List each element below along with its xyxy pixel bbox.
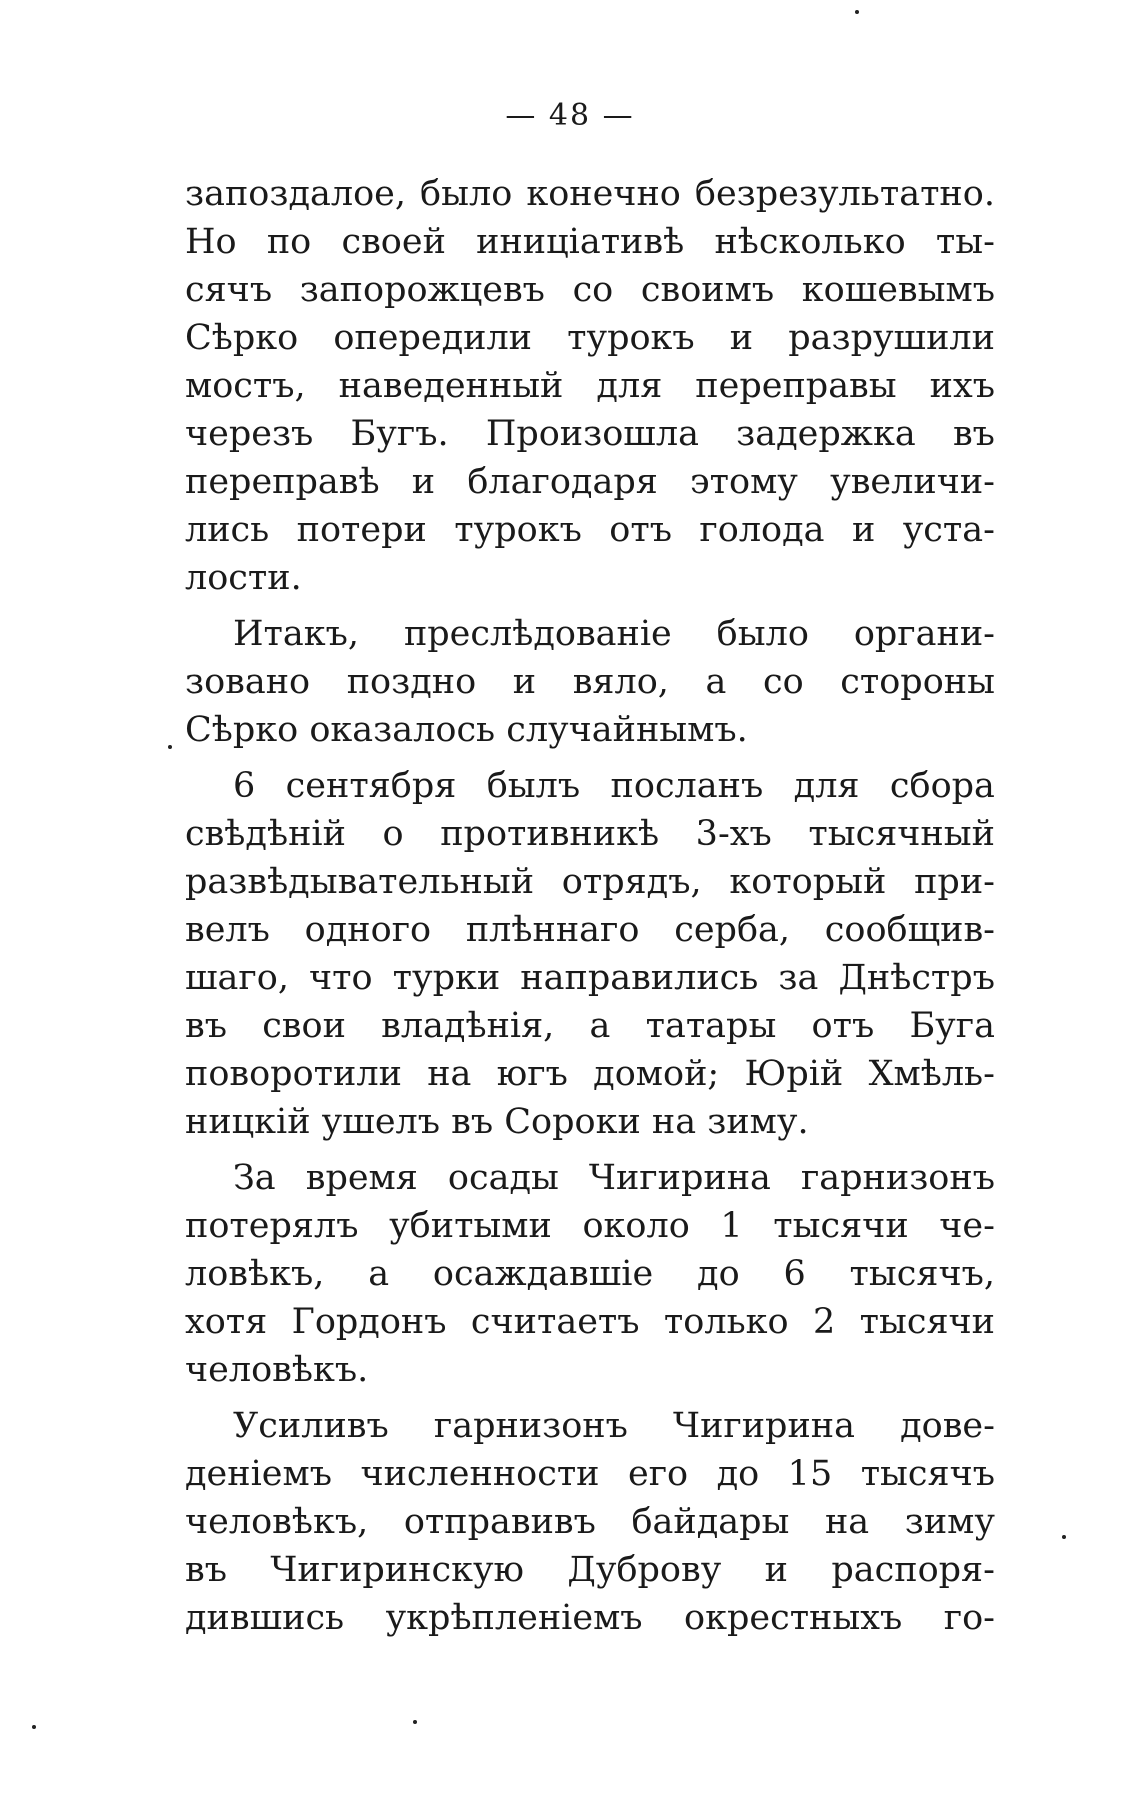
text-line: черезъ Бугъ. Произошла задержка въ — [185, 414, 995, 454]
paragraph-1 — [185, 170, 995, 602]
text-line: деніемъ численности его до 15 тысячъ — [185, 1454, 995, 1494]
scan-speck — [1062, 1535, 1066, 1539]
text-line: сячъ запорожцевъ со своимъ кошевымъ — [185, 270, 995, 310]
text-line: Итакъ, преслѣдованіе было органи- — [233, 614, 995, 654]
text-line: Сѣрко оказалось случайнымъ. — [185, 710, 748, 750]
text-line: мостъ, наведенный для переправы ихъ — [185, 366, 995, 406]
text-line: развѣдывательный отрядъ, который при- — [185, 862, 995, 902]
text-line: Но по своей иниціативѣ нѣсколько ты- — [185, 222, 995, 262]
text-line: человѣкъ, отправивъ байдары на зиму — [185, 1502, 995, 1542]
paragraph-2 — [185, 610, 995, 754]
scan-speck — [855, 10, 859, 14]
text-line: ницкій ушелъ въ Сороки на зиму. — [185, 1102, 809, 1142]
text-line: велъ одного плѣннаго серба, сообщив- — [185, 910, 995, 950]
scan-speck — [168, 745, 172, 749]
text-line: человѣкъ. — [185, 1350, 369, 1390]
scan-speck — [32, 1725, 36, 1729]
text-line: въ Чигиринскую Дуброву и распоря- — [185, 1550, 995, 1590]
paragraph-5 — [185, 1402, 995, 1642]
text-line: лости. — [185, 558, 302, 598]
scan-speck — [413, 1720, 417, 1724]
text-line: поворотили на югъ домой; Юрій Хмѣль- — [185, 1054, 995, 1094]
text-line: дившись укрѣпленіемъ окрестныхъ го- — [185, 1598, 995, 1638]
body-text — [185, 170, 995, 1642]
paragraph-4 — [185, 1154, 995, 1394]
text-line: шаго, что турки направились за Днѣстръ — [185, 958, 995, 998]
page-number: — 48 — — [505, 98, 635, 133]
paragraph-3 — [185, 762, 995, 1146]
text-line: За время осады Чигирина гарнизонъ — [233, 1158, 995, 1198]
text-line: лись потери турокъ отъ голода и уста- — [185, 510, 995, 550]
text-line: зовано поздно и вяло, а со стороны — [185, 662, 995, 702]
text-line: въ свои владѣнія, а татары отъ Буга — [185, 1006, 995, 1046]
text-line: потерялъ убитыми около 1 тысячи че- — [185, 1206, 995, 1246]
text-line: свѣдѣній о противникѣ 3-хъ тысячный — [185, 814, 995, 854]
text-line: 6 сентября былъ посланъ для сбора — [233, 766, 995, 806]
text-line: ловѣкъ, а осаждавшіе до 6 тысячъ, — [185, 1254, 995, 1294]
text-line: Сѣрко опередили турокъ и разрушили — [185, 318, 995, 358]
text-line: переправѣ и благодаря этому увеличи- — [185, 462, 995, 502]
text-line: хотя Гордонъ считаетъ только 2 тысячи — [185, 1302, 995, 1342]
text-line: запоздалое, было конечно безрезультатно. — [185, 174, 995, 214]
text-line: Усиливъ гарнизонъ Чигирина дове- — [233, 1406, 995, 1446]
